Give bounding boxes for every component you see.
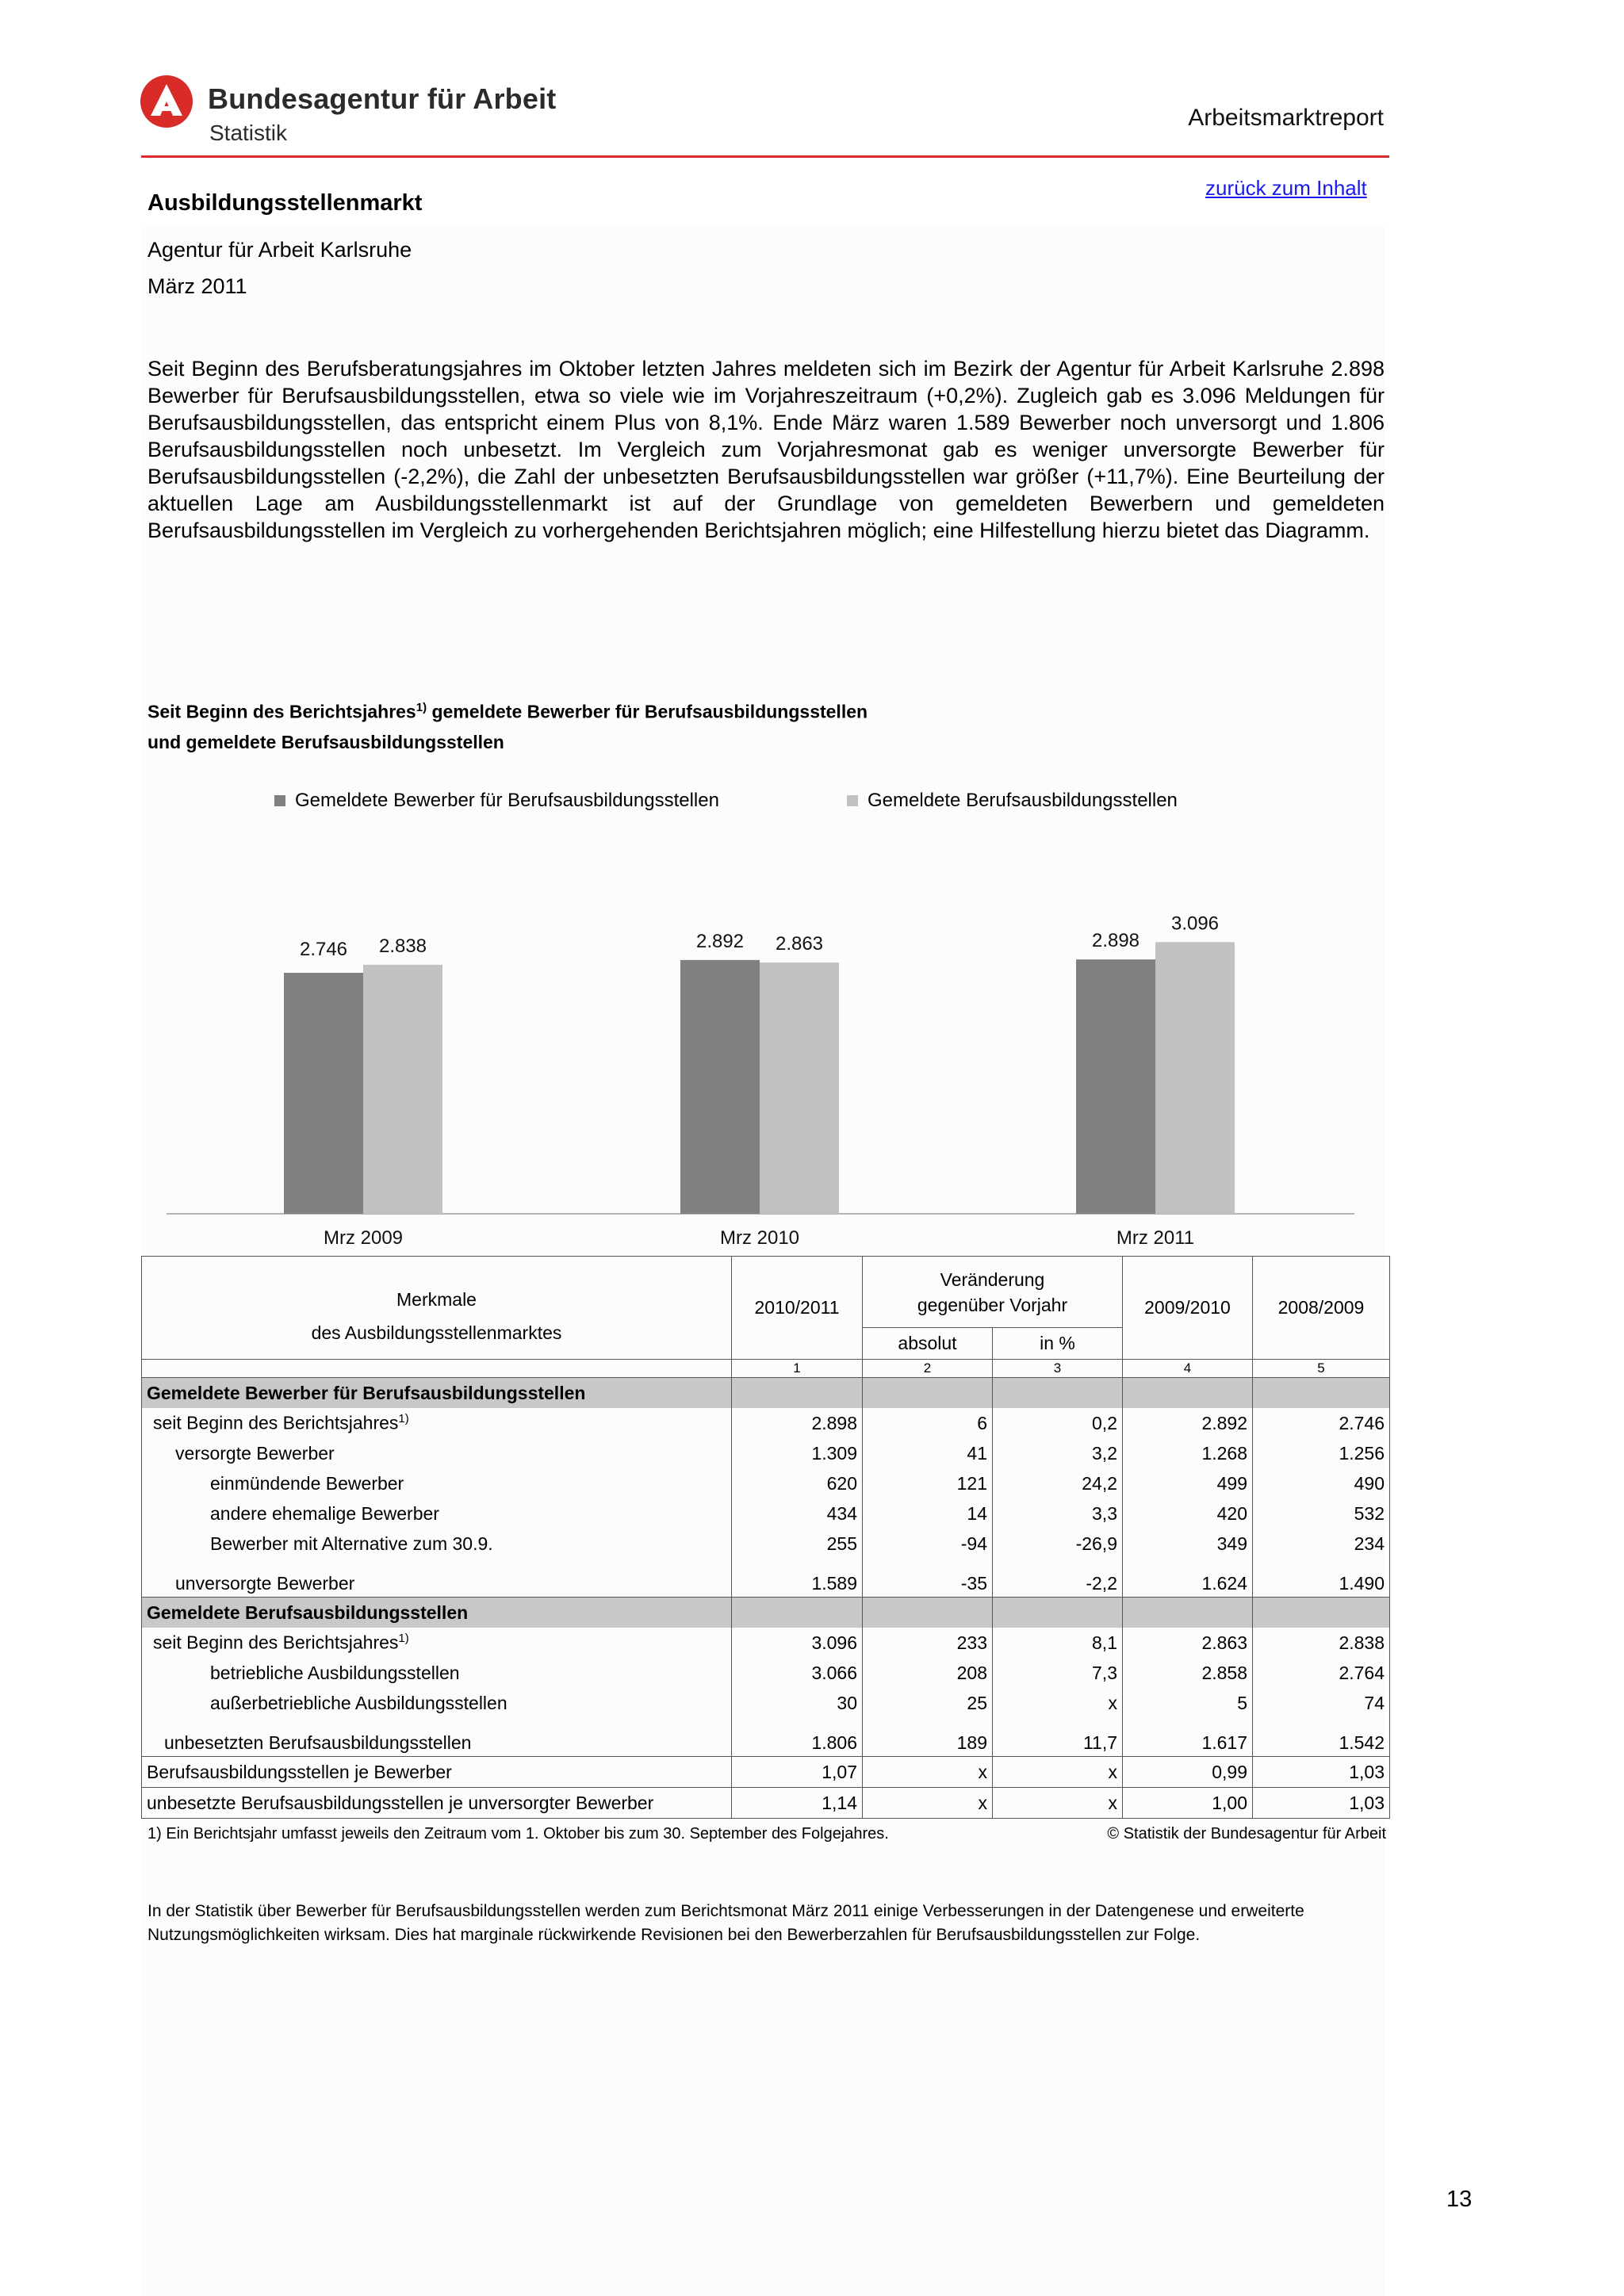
table-row (142, 1559, 1390, 1598)
ratio-label: unbesetzte Berufsausbildungsstellen je unversorgter Bewerber (142, 1788, 732, 1819)
ratio-value: 1,07 (732, 1757, 863, 1788)
ratio-value: 1,14 (732, 1788, 863, 1819)
ba-logo-icon (140, 75, 193, 128)
legend-item-positions (847, 790, 1178, 812)
header-merkmale-line2: des Ausbildungsstellenmarktes (311, 1322, 562, 1343)
x-tick-label: Mrz 2010 (719, 1227, 800, 1249)
cell-value: -94 (863, 1529, 993, 1559)
cell-value: 2.863 (1123, 1628, 1253, 1658)
row-label-text: außerbetriebliche Ausbildungsstellen (210, 1692, 508, 1713)
section-blank-cell (732, 1378, 863, 1409)
agency-name: Agentur für Arbeit Karlsruhe (147, 238, 412, 262)
intro-paragraph: Seit Beginn des Berufsberatungsjahres im Oktober letzten Jahres meldeten sich im Bezirk der Agentur für Arbeit Karlsruhe 2.898 Bewerber für Berufsausbildungsstellen, etwa so viele wie im Vorjahreszeitraum (+0,2%). Zugleich gab es 3.096 Meldungen für Berufsausbildungsstellen, das entspricht einem Plus von 8,1%. Ende März waren 1.589 Bewerber noch unversorgt und 1.806 Berufsausbildungsstellen noch unbesetzt. Im Vergleich zum Vorjahresmonat gab es weniger unversorgte Bewerber für Berufsausbildungsstellen (-2,2%), die Zahl der unbesetzten Berufsausbildungsstellen war größer (+11,7%). Eine Beurteilung der aktuellen Lage am Ausbildungsstellenmarkt ist auf der Grundlage von gemeldeten Bewerbern und gemeldeten Berufsausbildungsstellen im Vergleich zu vorhergehenden Berichtsjahren möglich; eine Hilfestellung hierzu bietet das Diagramm. (147, 357, 1385, 542)
cell-value: -26,9 (993, 1529, 1123, 1559)
x-tick-label: Mrz 2009 (323, 1227, 404, 1249)
cell-value: 434 (732, 1498, 863, 1529)
header-divider (141, 155, 1389, 158)
row-label (142, 1688, 732, 1718)
section-blank-cell (863, 1598, 993, 1628)
cell-value: 490 (1253, 1468, 1390, 1498)
header-col-pct: in % (993, 1328, 1123, 1360)
data-label: 2.863 (775, 933, 824, 955)
org-name: Bundesagentur für Arbeit (208, 82, 557, 115)
cell-value: 1.490 (1253, 1559, 1390, 1598)
section-blank-cell (993, 1598, 1123, 1628)
cell-value: 532 (1253, 1498, 1390, 1529)
header-idx-5: 5 (1253, 1360, 1390, 1378)
cell-value: 1.268 (1123, 1438, 1253, 1468)
cell-value: 1.589 (732, 1559, 863, 1598)
report-period: März 2011 (147, 274, 247, 298)
table-row (142, 1628, 1390, 1658)
page-number: 13 (1446, 2187, 1473, 2212)
data-label: 2.746 (299, 939, 348, 961)
legend-swatch-applicants (274, 795, 285, 806)
table-row (142, 1468, 1390, 1498)
cell-value: 2.892 (1123, 1408, 1253, 1438)
data-label: 2.838 (378, 935, 427, 957)
x-tick-label: Mrz 2011 (1116, 1227, 1195, 1249)
cell-value: 234 (1253, 1529, 1390, 1559)
cell-value: 3,3 (993, 1498, 1123, 1529)
cell-value: 121 (863, 1468, 993, 1498)
table-row (142, 1529, 1390, 1559)
cell-value: 233 (863, 1628, 993, 1658)
cell-value: 8,1 (993, 1628, 1123, 1658)
cell-value: 5 (1123, 1688, 1253, 1718)
report-title: Arbeitsmarktreport (1188, 105, 1384, 131)
section-header-row (142, 1598, 1390, 1628)
row-label (142, 1408, 732, 1438)
ratio-value: x (863, 1757, 993, 1788)
row-label-text: betriebliche Ausbildungsstellen (210, 1662, 460, 1683)
table-row (142, 1498, 1390, 1529)
table-row (142, 1718, 1390, 1757)
section-title-cell: Gemeldete Bewerber für Berufsausbildungsstellen (142, 1378, 732, 1409)
table-row (142, 1438, 1390, 1468)
cell-value: 74 (1253, 1688, 1390, 1718)
row-label-text: unversorgte Bewerber (175, 1573, 355, 1594)
cell-value: 1.309 (732, 1438, 863, 1468)
ratio-value: x (863, 1788, 993, 1819)
section-blank-cell (993, 1378, 1123, 1409)
cell-value: 3.066 (732, 1658, 863, 1688)
row-label (142, 1559, 732, 1598)
cell-value: 30 (732, 1688, 863, 1718)
row-label-text: seit Beginn des Berichtsjahres (153, 1412, 399, 1433)
data-label: 2.898 (1091, 930, 1140, 952)
ratio-label: Berufsausbildungsstellen je Bewerber (142, 1757, 732, 1788)
legend-label-positions: Gemeldete Berufsausbildungsstellen (868, 790, 1178, 811)
data-table (141, 1256, 1390, 1819)
cell-value: 2.746 (1253, 1408, 1390, 1438)
cell-value: 255 (732, 1529, 863, 1559)
back-to-contents-link[interactable]: zurück zum Inhalt (1205, 176, 1367, 200)
row-label-text: einmündende Bewerber (210, 1472, 404, 1494)
header-col-prev: 2009/2010 (1123, 1257, 1253, 1360)
cell-value: 1.542 (1253, 1718, 1390, 1757)
copyright: © Statistik der Bundesagentur für Arbeit (1107, 1825, 1386, 1843)
cell-value: -2,2 (993, 1559, 1123, 1598)
cell-value: 14 (863, 1498, 993, 1529)
cell-value: 41 (863, 1438, 993, 1468)
footnote: 1) Ein Berichtsjahr umfasst jeweils den Zeitraum vom 1. Oktober bis zum 30. September des Folgejahres. (147, 1825, 889, 1843)
cell-value: 2.858 (1123, 1658, 1253, 1688)
ratio-value: 0,99 (1123, 1757, 1253, 1788)
section-blank-cell (1123, 1378, 1253, 1409)
cell-value: 420 (1123, 1498, 1253, 1529)
section-blank-cell (1253, 1378, 1390, 1409)
header-col-prev2: 2008/2009 (1253, 1257, 1390, 1360)
header-idx-2: 2 (863, 1360, 993, 1378)
cell-value: 189 (863, 1718, 993, 1757)
header-idx-1: 1 (732, 1360, 863, 1378)
cell-value: x (993, 1688, 1123, 1718)
cell-value: 24,2 (993, 1468, 1123, 1498)
ratio-value: 1,03 (1253, 1788, 1390, 1819)
row-label-text: Bewerber mit Alternative zum 30.9. (210, 1533, 493, 1554)
header-idx-3: 3 (993, 1360, 1123, 1378)
cell-value: 620 (732, 1468, 863, 1498)
header-col-abs: absolut (863, 1328, 993, 1360)
legend-item-applicants (274, 790, 719, 812)
row-label (142, 1529, 732, 1559)
header-col-change: Veränderung gegenüber Vorjahr (863, 1257, 1123, 1328)
row-label-text: unbesetzten Berufsausbildungsstellen (164, 1732, 472, 1753)
ratio-value: 1,03 (1253, 1757, 1390, 1788)
row-label-text: andere ehemalige Bewerber (210, 1502, 439, 1524)
chart-title-footnote-ref: 1) (416, 701, 427, 714)
cell-value: 25 (863, 1688, 993, 1718)
ratio-value: x (993, 1757, 1123, 1788)
ratio-row (142, 1757, 1390, 1788)
cell-value: 2.838 (1253, 1628, 1390, 1658)
section-title-cell: Gemeldete Berufsausbildungsstellen (142, 1598, 732, 1628)
chart-title-part2: gemeldete Bewerber für Berufsausbildungsstellen (427, 701, 868, 722)
row-label (142, 1658, 732, 1688)
cell-value: -35 (863, 1559, 993, 1598)
cell-value: 11,7 (993, 1718, 1123, 1757)
legend-swatch-positions (847, 795, 858, 806)
cell-value: 1.806 (732, 1718, 863, 1757)
chart-title (147, 693, 1178, 757)
row-label (142, 1498, 732, 1529)
section-title: Ausbildungsstellenmarkt (147, 190, 423, 216)
cell-value: 0,2 (993, 1408, 1123, 1438)
chart-title-part1: Seit Beginn des Berichtsjahres (147, 701, 416, 722)
cell-value: 6 (863, 1408, 993, 1438)
org-subtitle: Statistik (209, 121, 288, 145)
row-label-text: seit Beginn des Berichtsjahres (153, 1632, 399, 1653)
cell-value: 1.617 (1123, 1718, 1253, 1757)
section-blank-cell (863, 1378, 993, 1409)
table-row (142, 1688, 1390, 1718)
cell-value: 349 (1123, 1529, 1253, 1559)
header-idx-blank (142, 1360, 732, 1378)
section-header-row (142, 1378, 1390, 1409)
row-label (142, 1628, 732, 1658)
cell-value: 3.096 (732, 1628, 863, 1658)
table-row (142, 1408, 1390, 1438)
row-label (142, 1468, 732, 1498)
header-col-current: 2010/2011 (732, 1257, 863, 1360)
legend-label-applicants: Gemeldete Bewerber für Berufsausbildungsstellen (295, 790, 719, 811)
revision-note: In der Statistik über Bewerber für Berufsausbildungsstellen werden zum Berichtsmonat März 2011 einige Verbesserungen in der Datengenese und erweiterte Nutzungsmöglichkeiten wirksam. Dies hat marginale rückwirkende Revisionen bei den Bewerberzahlen für Berufsausbildungsstellen zur Folge. (147, 1902, 1304, 1944)
header-merkmale-line1: Merkmale (396, 1289, 477, 1310)
cell-value: 7,3 (993, 1658, 1123, 1688)
ratio-value: 1,00 (1123, 1788, 1253, 1819)
ratio-value: x (993, 1788, 1123, 1819)
cell-value: 2.898 (732, 1408, 863, 1438)
cell-value: 2.764 (1253, 1658, 1390, 1688)
header-idx-4: 4 (1123, 1360, 1253, 1378)
header-merkmale (142, 1257, 732, 1360)
cell-value: 1.624 (1123, 1559, 1253, 1598)
row-label-text: versorgte Bewerber (175, 1442, 335, 1464)
table-row (142, 1658, 1390, 1688)
section-blank-cell (1253, 1598, 1390, 1628)
row-label (142, 1718, 732, 1757)
section-blank-cell (1123, 1598, 1253, 1628)
data-label: 2.892 (695, 930, 745, 952)
cell-value: 499 (1123, 1468, 1253, 1498)
chart-title-line2: und gemeldete Berufsausbildungsstellen (147, 731, 504, 752)
section-blank-cell (732, 1598, 863, 1628)
footnote-ref: 1) (398, 1632, 409, 1646)
cell-value: 1.256 (1253, 1438, 1390, 1468)
cell-value: 208 (863, 1658, 993, 1688)
footnote-ref: 1) (398, 1412, 409, 1426)
data-label: 3.096 (1170, 913, 1220, 935)
cell-value: 3,2 (993, 1438, 1123, 1468)
row-label (142, 1438, 732, 1468)
ratio-row (142, 1788, 1390, 1819)
